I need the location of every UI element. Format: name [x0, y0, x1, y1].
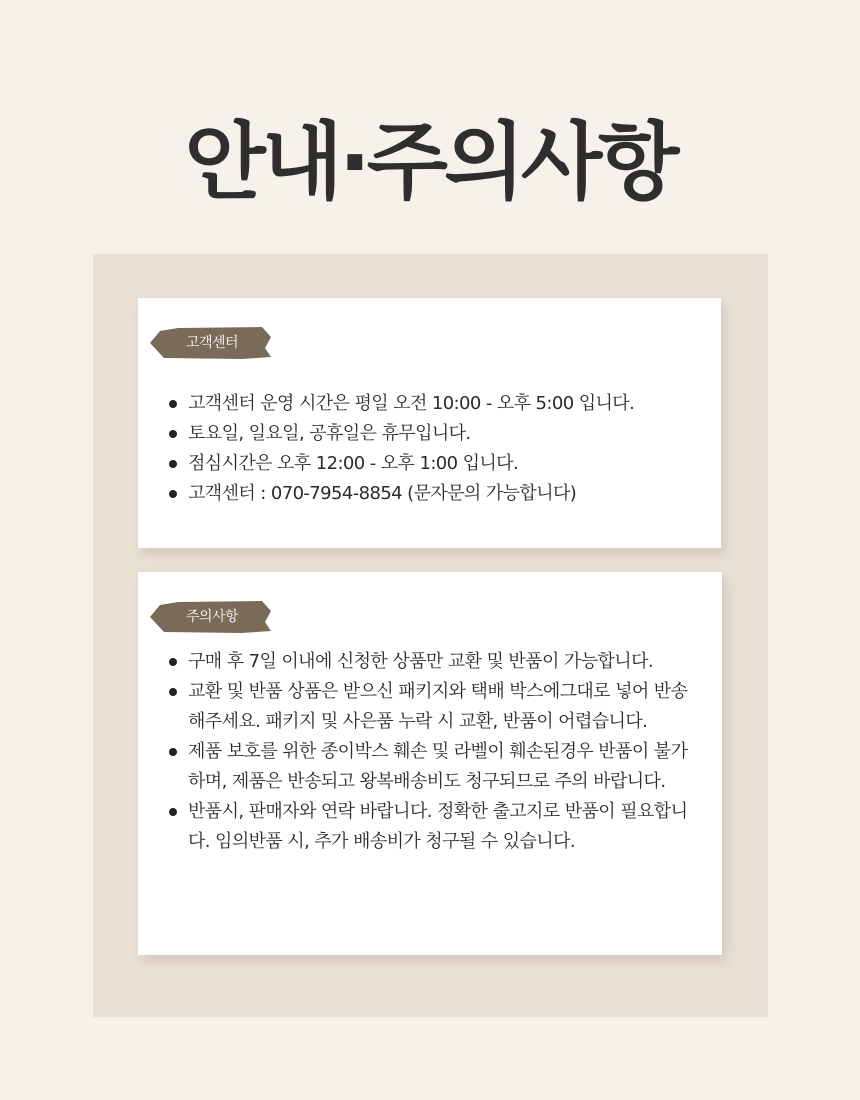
list-item — [168, 677, 698, 737]
list-item-text: 제품 보호를 위한 종이박스 훼손 및 라벨이 훼손된경우 반품이 불가하며, 제품은 반송되고 왕복배송비도 청구되므로 주의 바랍니다. — [188, 741, 688, 792]
bullet-icon — [169, 400, 177, 408]
cautions-list — [168, 647, 698, 857]
bullet-icon — [169, 460, 177, 468]
customer-center-tag — [150, 326, 274, 360]
customer-center-tag-label: 고객센터 — [185, 335, 239, 351]
bullet-icon — [169, 430, 177, 438]
page-title: 안내·주의사항 — [184, 113, 676, 211]
list-item — [168, 449, 698, 479]
list-item — [168, 419, 698, 449]
cautions-card — [138, 572, 722, 955]
list-item — [168, 737, 698, 797]
cautions-tag — [150, 600, 274, 634]
list-item — [168, 389, 698, 419]
bullet-icon — [169, 748, 177, 756]
customer-center-card — [138, 298, 721, 548]
customer-center-list — [168, 389, 698, 509]
list-item-text: 구매 후 7일 이내에 신청한 상품만 교환 및 반품이 가능합니다. — [188, 651, 653, 672]
list-item — [168, 797, 698, 857]
bullet-icon — [169, 658, 177, 666]
bullet-icon — [169, 688, 177, 696]
list-item-text: 고객센터 : 070-7954-8854 (문자문의 가능합니다) — [188, 483, 577, 504]
bullet-icon — [169, 490, 177, 498]
list-item — [168, 479, 698, 509]
notice-panel — [93, 254, 768, 1017]
bullet-icon — [169, 808, 177, 816]
list-item-text: 고객센터 운영 시간은 평일 오전 10:00 - 오후 5:00 입니다. — [188, 393, 635, 414]
list-item-text: 반품시, 판매자와 연락 바랍니다. 정확한 출고지로 반품이 필요합니다. 임의반품 시, 추가 배송비가 청구될 수 있습니다. — [188, 801, 688, 852]
list-item-text: 토요일, 일요일, 공휴일은 휴무입니다. — [188, 423, 471, 444]
list-item-text: 점심시간은 오후 12:00 - 오후 1:00 입니다. — [188, 453, 519, 474]
list-item-text: 교환 및 반품 상품은 받으신 패키지와 택배 박스에그대로 넣어 반송해주세요. 패키지 및 사은품 누락 시 교환, 반품이 어렵습니다. — [188, 681, 688, 732]
cautions-tag-label: 주의사항 — [185, 609, 239, 625]
list-item — [168, 647, 698, 677]
